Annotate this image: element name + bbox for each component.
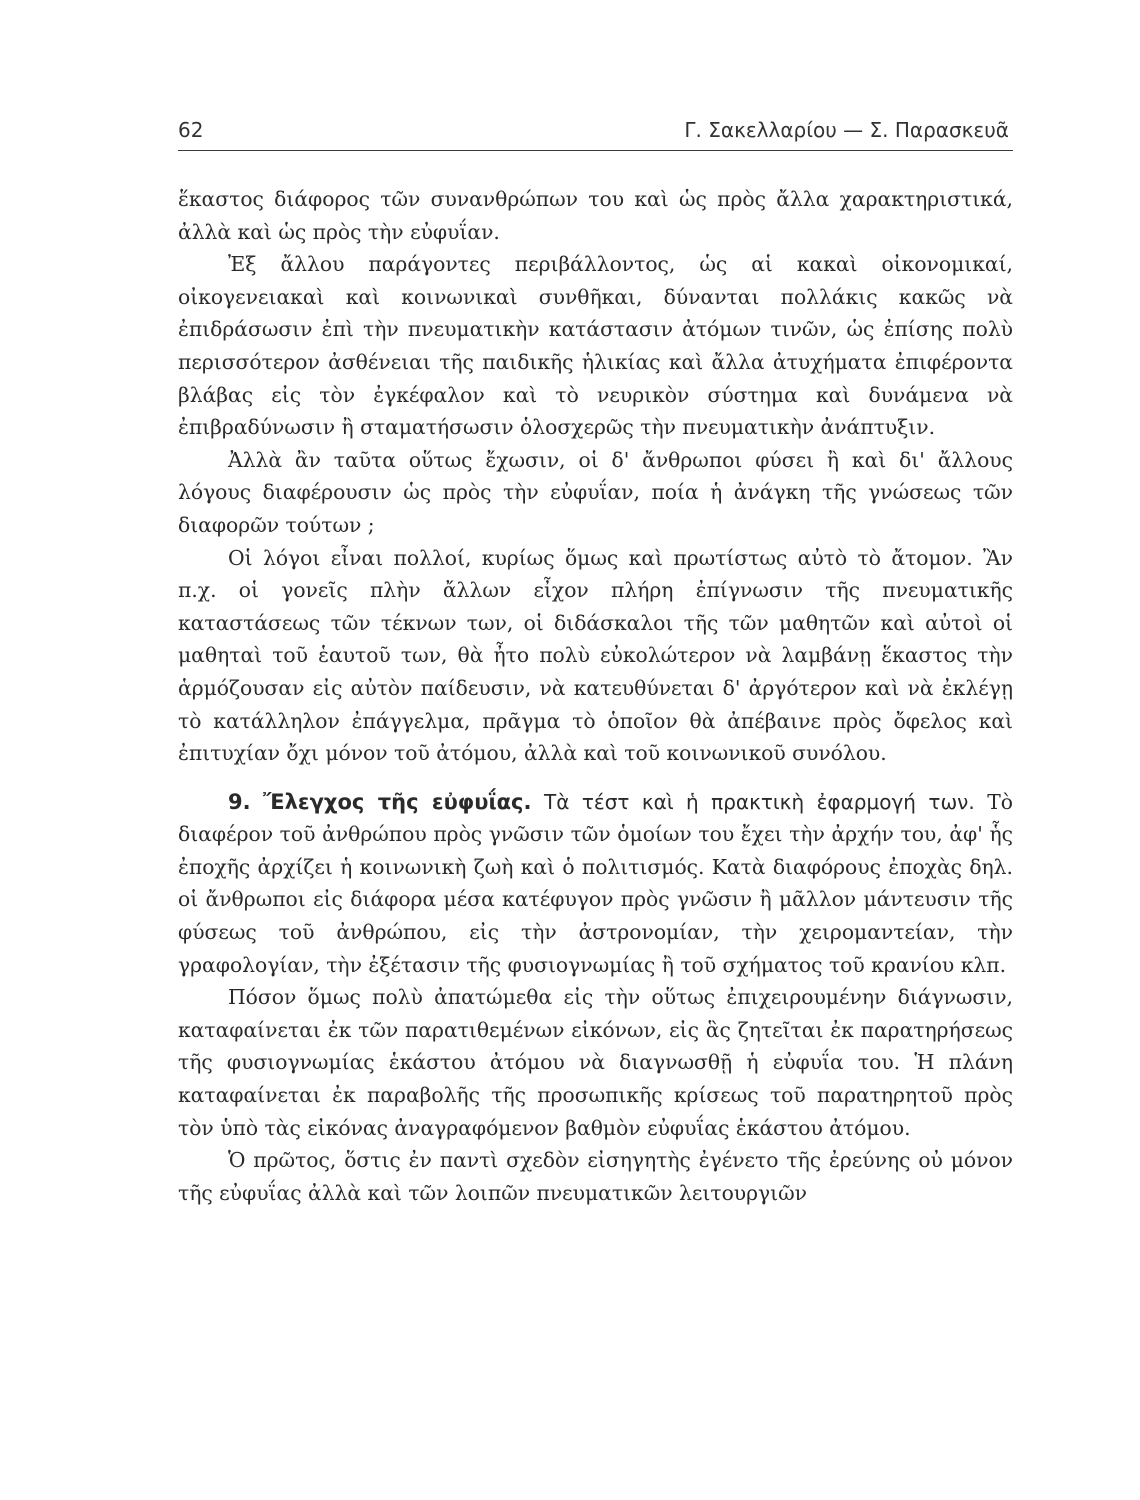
running-header: [178, 110, 1013, 151]
section-number: 9.: [228, 789, 251, 814]
section-9: [178, 786, 1013, 982]
paragraph-3: Ἀλλὰ ἂν ταῦτα οὕτως ἔχωσιν, οἱ δ' ἄνθρωποι φύσει ἢ καὶ δι' ἄλλους λόγους διαφέρουσιν ὡς πρὸς τὴν εὐφυΐαν, ποία ἡ ἀνάγκη τῆς γνώσεως τῶν διαφορῶν τούτων ;: [178, 447, 1013, 537]
body-text: [178, 183, 1013, 1209]
page-number: 62: [178, 118, 204, 142]
paragraph-2: Ἐξ ἄλλου παράγοντες περιβάλλοντος, ὡς αἱ κακαὶ οἰκονομικαί, οἰκογενειακαὶ καὶ κοινωνικαὶ συνθῆκαι, δύνανται πολλάκις κακῶς νὰ ἐπιδράσωσιν ἐπὶ τὴν πνευματικὴν κατάστασιν ἀτόμων τινῶν, ὡς ἐπίσης πολὺ περισσότερον ἀσθένειαι τῆς παιδικῆς ἡλικίας καὶ ἄλλα ἀτυχήματα ἐπιφέροντα βλάβας εἰς τὸν ἐγκέφαλον καὶ τὸ νευρικὸν σύστημα καὶ δυνάμενα νὰ ἐπιβραδύνωσιν ἢ σταματήσωσιν ὁλοσχερῶς τὴν πνευματικὴν ἀνάπτυξιν.: [178, 252, 1013, 440]
section-subtitle: Τὰ τέστ καὶ ἡ πρακτικὴ ἐφαρμογή των.: [544, 789, 975, 814]
running-title: Γ. Σακελλαρίου — Σ. Παρασκευᾶ: [684, 118, 1009, 142]
book-page: [178, 110, 1013, 1209]
section-title: Ἔλεγχος τῆς εὐφυΐας.: [263, 789, 532, 814]
paragraph-5: Πόσον ὅμως πολὺ ἀπατώμεθα εἰς τὴν οὕτως ἐπιχειρουμένην διάγνωσιν, καταφαίνεται ἐκ τῶν παρατιθεμένων εἰκόνων, εἰς ἃς ζητεῖται ἐκ παρατηρήσεως τῆς φυσιογνωμίας ἑκάστου ἀτόμου νὰ διαγνωσθῇ ἡ εὐφυΐα του. Ἡ πλάνη καταφαίνεται ἐκ παραβολῆς τῆς προσωπικῆς κρίσεως τοῦ παρατηρητοῦ πρὸς τὸν ὑπὸ τὰς εἰκόνας ἀναγραφόμενον βαθμὸν εὐφυΐας ἑκάστου ἀτόμου.: [178, 985, 1013, 1140]
section-text: Τὸ διαφέρον τοῦ ἀνθρώπου πρὸς γνῶσιν τῶν ὁμοίων του ἔχει τὴν ἀρχήν του, ἀφ' ἧς ἐποχῆς ἀρχίζει ἡ κοινωνικὴ ζωὴ καὶ ὁ πολιτισμός. Κατὰ διαφόρους ἐποχὰς δηλ. οἱ ἄνθρωποι εἰς διάφορα μέσα κατέφυγον πρὸς γνῶσιν ἢ μᾶλλον μάντευσιν τῆς φύσεως τοῦ ἀνθρώπου, εἰς τὴν ἀστρονομίαν, τὴν χειρομαντείαν, τὴν γραφολογίαν, τὴν ἐξέτασιν τῆς φυσιογνωμίας ἢ τοῦ σχήματος τοῦ κρανίου κλπ.: [178, 789, 1014, 977]
paragraph-6: Ὁ πρῶτος, ὅστις ἐν παντὶ σχεδὸν εἰσηγητὴς ἐγένετο τῆς ἐρεύνης οὐ μόνον τῆς εὐφυΐας ἀλλὰ καὶ τῶν λοιπῶν πνευματικῶν λειτουργιῶν: [178, 1148, 1013, 1205]
paragraph-4: Οἱ λόγοι εἶναι πολλοί, κυρίως ὅμως καὶ πρωτίστως αὐτὸ τὸ ἄτομον. Ἂν π.χ. οἱ γονεῖς πλὴν ἄλλων εἶχον πλήρη ἐπίγνωσιν τῆς πνευματικῆς καταστάσεως τῶν τέκνων των, οἱ διδάσκαλοι τῆς τῶν μαθητῶν καὶ αὐτοὶ οἱ μαθηταὶ τοῦ ἑαυτοῦ των, θὰ ἦτο πολὺ εὐκολώτερον νὰ λαμβάνῃ ἕκαστος τὴν ἁρμόζουσαν εἰς αὐτὸν παίδευσιν, νὰ κατευθύνεται δ' ἀργότερον καὶ νὰ ἐκλέγῃ τὸ κατάλληλον ἐπάγγελμα, πρᾶγμα τὸ ὁποῖον θὰ ἀπέβαινε πρὸς ὄφελος καὶ ἐπιτυχίαν ὄχι μόνον τοῦ ἀτόμου, ἀλλὰ καὶ τοῦ κοινωνικοῦ συνόλου.: [178, 545, 1013, 766]
paragraph-1: ἕκαστος διάφορος τῶν συνανθρώπων του καὶ ὡς πρὸς ἄλλα χαρακτηριστικά, ἀλλὰ καὶ ὡς πρὸς τὴν εὐφυΐαν.: [178, 187, 1013, 244]
